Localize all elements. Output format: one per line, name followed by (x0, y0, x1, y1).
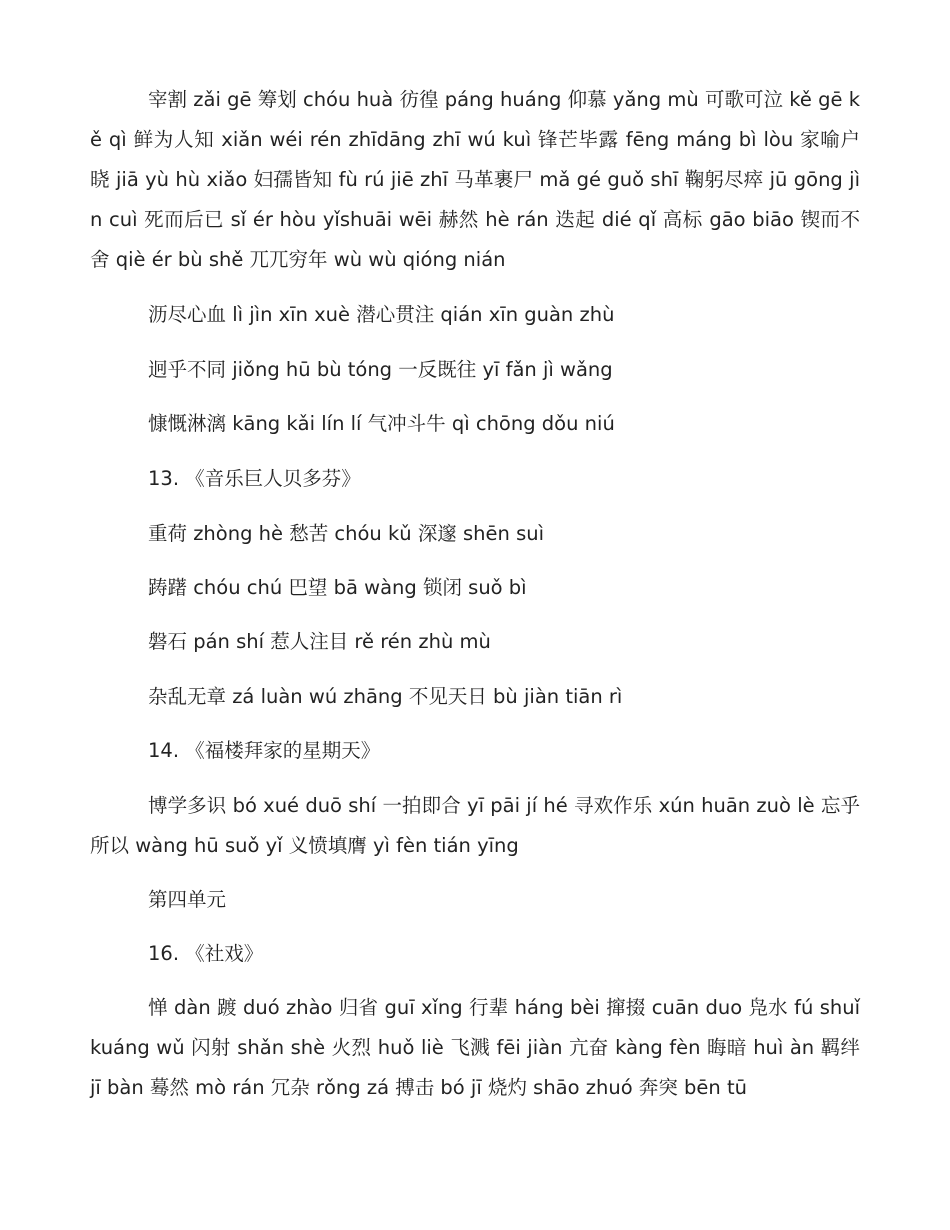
vocab-line-7: 踌躇 chóu chú 巴望 bā wàng 锁闭 suǒ bì (148, 576, 527, 599)
vocab-line-2: 沥尽心血 lì jìn xīn xuè 潜心贯注 qián xīn guàn zhù (148, 303, 615, 326)
vocab-line-9: 杂乱无章 zá luàn wú zhāng 不见天日 bù jiàn tiān rì (148, 685, 623, 708)
vocab-paragraph-11: 博学多识 bó xué duō shí 一拍即合 yī pāi jí hé 寻欢作乐 xún huān zuò lè 忘乎所以 wàng hū suǒ yǐ 义愤填膺 yì fèn tián yīng (90, 794, 860, 857)
vocab-paragraph-14: 惮 dàn 踱 duó zhào 归省 guī xǐng 行辈 háng bèi 撺掇 cuān duo 凫水 fú shuǐkuáng wǔ 闪射 shǎn shè 火烈 huǒ liè 飞溅 fēi jiàn 亢奋 kàng fèn 晦暗 huì àn 羁绊 jī bàn 蓦然 mò rán 冗杂 rǒng zá 搏击 bó jī 烧灼 shāo zhuó 奔突 bēn tū (90, 996, 860, 1099)
vocab-line-3: 迥乎不同 jiǒng hū bù tóng 一反既往 yī fǎn jì wǎng (148, 358, 613, 381)
vocab-line-4: 慷慨淋漓 kāng kǎi lín lí 气冲斗牛 qì chōng dǒu niú (148, 412, 615, 435)
section-heading-16: 16. 《社戏》 (148, 942, 264, 965)
section-heading-13: 13. 《音乐巨人贝多芬》 (148, 467, 361, 490)
vocab-line-8: 磐石 pán shí 惹人注目 rě rén zhù mù (148, 630, 491, 653)
unit-heading: 第四单元 (148, 888, 227, 911)
vocab-line-6: 重荷 zhòng hè 愁苦 chóu kǔ 深邃 shēn suì (148, 522, 545, 545)
vocab-paragraph-1: 宰割 zǎi gē 筹划 chóu huà 彷徨 páng huáng 仰慕 yǎng mù 可歌可泣 kě gē kě qì 鲜为人知 xiǎn wéi rén zhīdāng zhī wú kuì 锋芒毕露 fēng máng bì lòu 家喻户晓 jiā yù hù xiǎo 妇孺皆知 fù rú jiē zhī 马革裹尸 mǎ gé guǒ shī 鞠躬尽瘁 jū gōng jìn cuì 死而后已 sǐ ér hòu yǐshuāi wēi 赫然 hè rán 迭起 dié qǐ 高标 gāo biāo 锲而不舍 qiè ér bù shě 兀兀穷年 wù wù qióng nián (90, 88, 860, 271)
section-heading-14: 14. 《福楼拜家的星期天》 (148, 739, 381, 762)
